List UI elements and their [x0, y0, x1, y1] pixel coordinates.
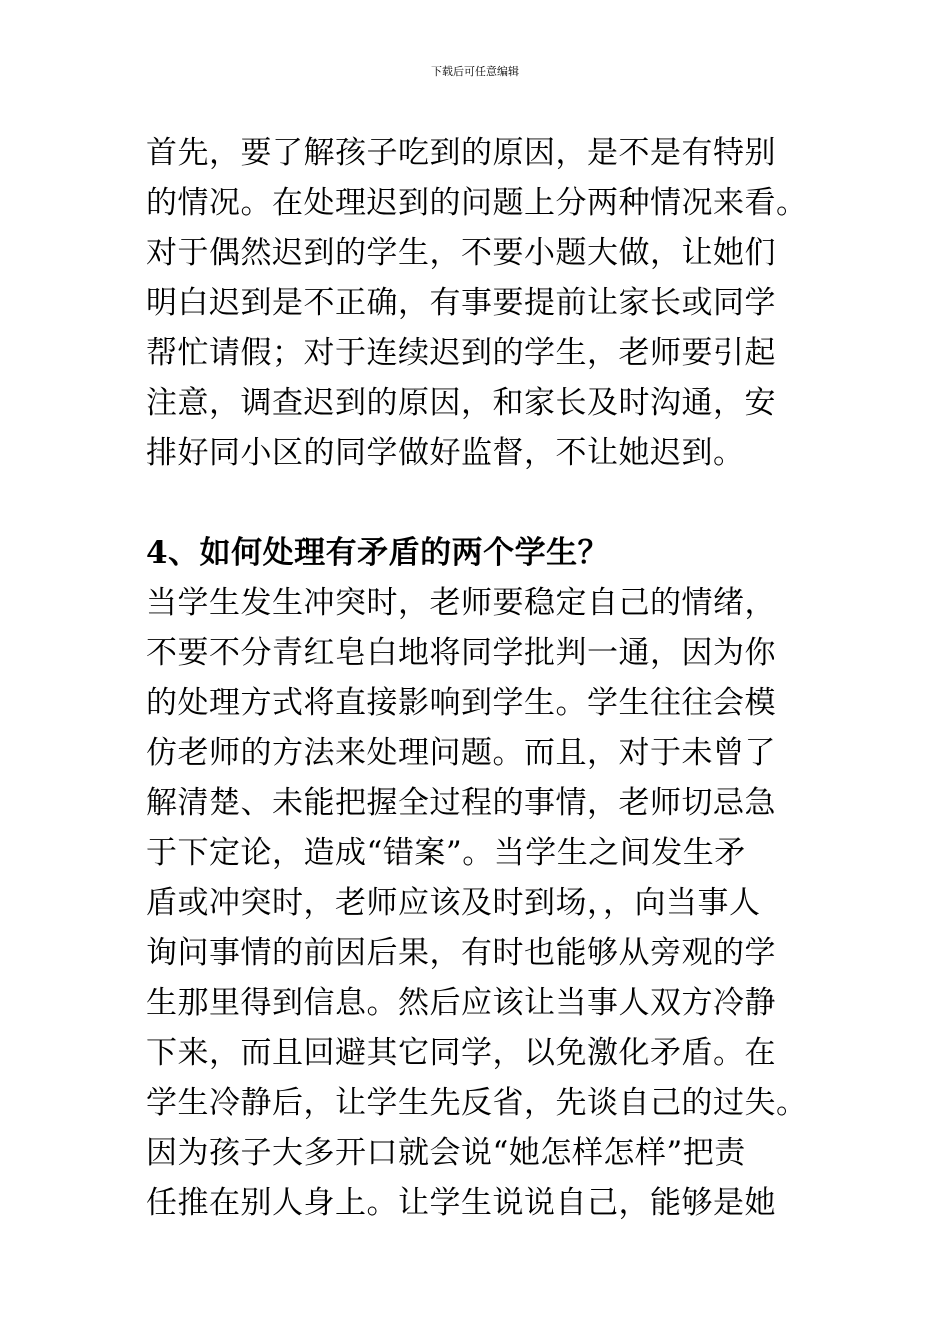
- text-line: 下来，而且回避其它同学，以免激化矛盾。在: [146, 1035, 776, 1071]
- paragraph-spacer: [146, 478, 826, 528]
- text-line: 当学生发生冲突时，老师要稳定自己的情绪，: [146, 585, 776, 621]
- text-line: 盾或冲突时，老师应该及时到场，，向当事人: [146, 885, 761, 921]
- text-line: 排好同小区的同学做好监督，不让她迟到。: [146, 435, 745, 471]
- section-4: [146, 528, 826, 1228]
- text-line: 对于偶然迟到的学生，不要小题大做，让她们: [146, 235, 776, 271]
- text-line: 首先，要了解孩子吃到的原因，是不是有特别: [146, 135, 776, 171]
- text-line: 生那里得到信息。然后应该让当事人双方冷静: [146, 985, 776, 1021]
- text-line: 于下定论，造成“错案”。当学生之间发生矛: [146, 835, 746, 871]
- section-heading: 4、如何处理有矛盾的两个学生？: [146, 535, 610, 571]
- text-line: 因为孩子大多开口就会说“她怎样怎样”把责: [146, 1135, 746, 1171]
- text-line: 学生冷静后，让学生先反省，先谈自己的过失。: [146, 1085, 808, 1121]
- page-header: 下载后可任意编辑: [431, 65, 519, 78]
- text-line: 的处理方式将直接影响到学生。学生往往会模: [146, 685, 776, 721]
- document-body: [146, 128, 826, 1228]
- text-line: 明白迟到是不正确，有事要提前让家长或同学: [146, 285, 776, 321]
- text-line: 解清楚、未能把握全过程的事情，老师切忌急: [146, 785, 776, 821]
- text-line: 不要不分青红皂白地将同学批判一通，因为你: [146, 635, 776, 671]
- text-line: 帮忙请假；对于连续迟到的学生，老师要引起: [146, 335, 776, 371]
- text-line: 任推在别人身上。让学生说说自己，能够是她: [146, 1185, 776, 1221]
- text-line: 注意，调查迟到的原因，和家长及时沟通，安: [146, 385, 776, 421]
- text-line: 的情况。在处理迟到的问题上分两种情况来看。: [146, 185, 808, 221]
- text-line: 询问事情的前因后果，有时也能够从旁观的学: [146, 935, 776, 971]
- text-line: 仿老师的方法来处理问题。而且，对于未曾了: [146, 735, 776, 771]
- paragraph-lateness: [146, 128, 826, 478]
